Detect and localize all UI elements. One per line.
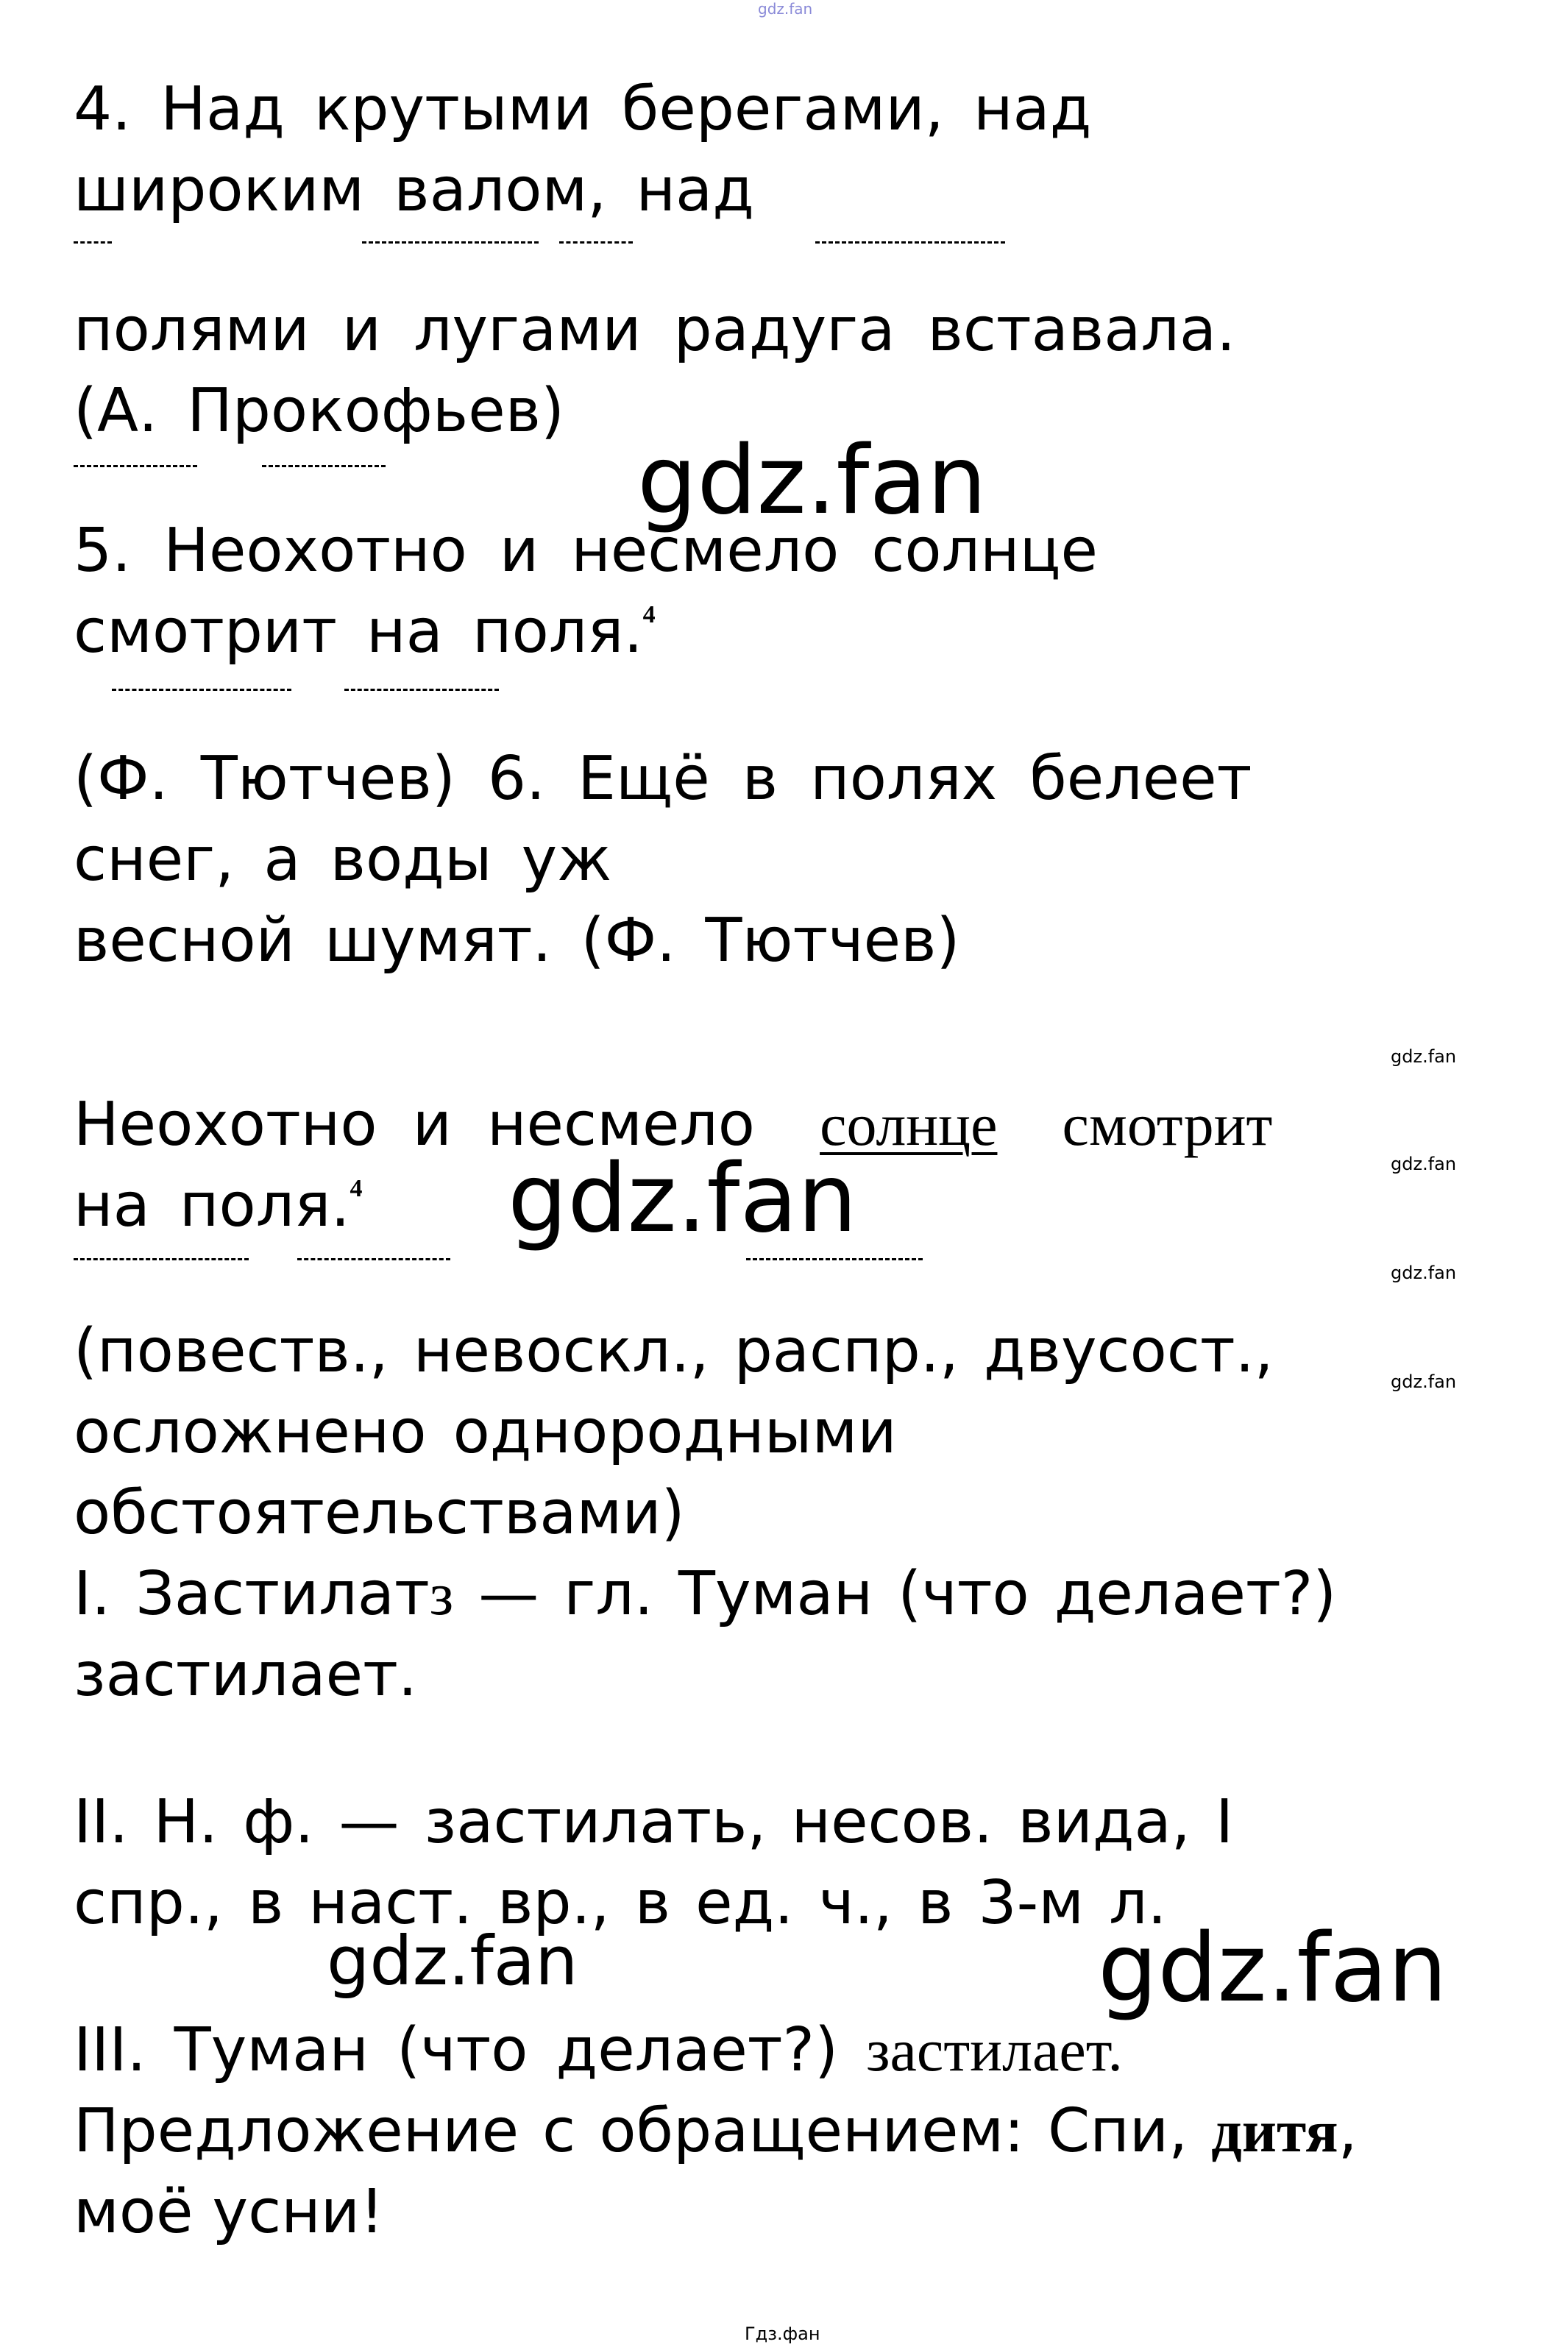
text-line-3: полями и лугами радуга вставала. — [74, 295, 1236, 365]
line-10-text: Неохотно и несмело — [74, 1090, 755, 1160]
text-line-1: 4. Над крутыми берегами, над — [74, 74, 1092, 144]
line-19-text: III. Туман (что делает?) — [74, 2015, 839, 2085]
watermark-small: gdz.fan — [1391, 1154, 1457, 1174]
underline-mark — [74, 465, 197, 467]
underline-mark — [815, 241, 1005, 244]
line-6-text: смотрит на поля. — [74, 597, 643, 667]
underline-mark — [74, 241, 112, 244]
line-15-rest: — гл. Туман (что делает?) — [453, 1559, 1337, 1629]
line-19-word: застилает. — [866, 2017, 1123, 2084]
line-20-comma: , — [1338, 2096, 1358, 2166]
text-line-14: обстоятельствами) — [74, 1478, 685, 1548]
text-line-15 — [74, 1559, 1337, 1629]
footnote-marker: 4 — [350, 1175, 363, 1202]
page-footer: Гдз.фан — [745, 2324, 820, 2344]
underline-mark — [74, 1258, 249, 1260]
watermark-small: gdz.fan — [1391, 1263, 1457, 1283]
watermark-small: gdz.fan — [1391, 1046, 1457, 1067]
address-word: дитя — [1211, 2098, 1338, 2165]
watermark: gdz.fan — [1098, 1914, 1447, 2023]
text-line-20 — [74, 2096, 1358, 2166]
text-line-13: осложнено однородными — [74, 1397, 897, 1467]
underline-mark — [559, 241, 633, 244]
underline-mark — [297, 1258, 450, 1260]
line-15-text: I. Застилат — [74, 1559, 430, 1629]
text-line-5: 5. Неохотно и несмело солнце — [74, 516, 1098, 586]
text-line-19 — [74, 2015, 1123, 2085]
watermark: gdz.fan — [637, 426, 987, 536]
watermark: gdz.fan — [508, 1144, 857, 1254]
line-15-letter: з — [429, 1561, 454, 1627]
watermark-small: gdz.fan — [1391, 1371, 1457, 1392]
subject-word: солнце — [820, 1091, 998, 1158]
text-line-2: широким валом, над — [74, 155, 754, 225]
text-line-6 — [74, 597, 656, 667]
text-line-7: (Ф. Тютчев) 6. Ещё в полях белеет — [74, 744, 1252, 814]
text-line-21: моё усни! — [74, 2177, 384, 2247]
text-line-12: (повеств., невоскл., распр., двусост., — [74, 1316, 1274, 1386]
text-line-18: спр., в наст. вр., в ед. ч., в 3-м л. — [74, 1868, 1167, 1938]
underline-mark — [262, 465, 386, 467]
watermark: gdz.fan — [327, 1922, 578, 2001]
text-line-11 — [74, 1171, 363, 1240]
text-line-16: застилает. — [74, 1640, 417, 1710]
line-20-text: Предложение с обращением: Спи, — [74, 2096, 1188, 2166]
text-line-9: весной шумят. (Ф. Тютчев) — [74, 906, 960, 976]
watermark-top: gdz.fan — [758, 0, 813, 18]
underline-mark — [112, 689, 291, 691]
text-line-17: II. Н. ф. — застилать, несов. вида, I — [74, 1787, 1234, 1857]
predicate-word: смотрит — [1062, 1091, 1273, 1158]
text-line-4: (А. Прокофьев) — [74, 376, 564, 446]
underline-mark — [344, 689, 499, 691]
text-line-8: снег, а воды уж — [74, 825, 612, 895]
line-11-text: на поля. — [74, 1171, 350, 1240]
underline-mark — [746, 1258, 923, 1260]
underline-mark — [362, 241, 539, 244]
footnote-marker: 4 — [642, 601, 656, 628]
